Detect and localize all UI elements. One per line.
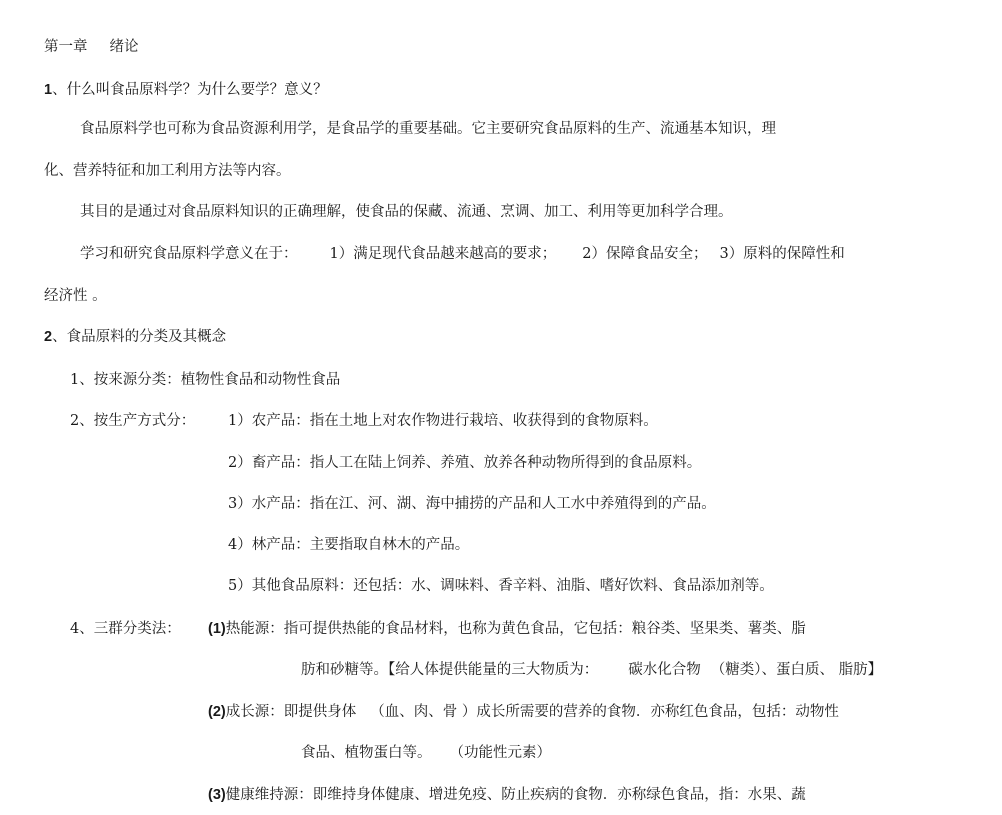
question-2-heading bbox=[44, 327, 226, 347]
three-group-classification-lead: 4、三群分类法： bbox=[70, 621, 181, 637]
chapter-heading bbox=[44, 37, 139, 57]
question-1-heading bbox=[44, 80, 328, 100]
production-item-text: 农产品：指在土地上对农作物进行栽培、收获得到的食物原料。 bbox=[251, 413, 658, 429]
production-item-number: 4） bbox=[228, 537, 252, 553]
classification-by-source: 1、按来源分类：植物性食品和动物性食品 bbox=[70, 372, 341, 388]
q1-paragraph-3-line-1 bbox=[80, 244, 845, 264]
production-item-text: 水产品：指在江、河、湖、海中捕捞的产品和人工水中养殖得到的产品。 bbox=[251, 496, 716, 512]
q1-item-2-number: 2） bbox=[582, 246, 606, 262]
production-item-number: 2） bbox=[228, 455, 252, 471]
health-source-number: (3) bbox=[208, 787, 226, 803]
q1-paragraph-1-line-2: 化、营养特征和加工利用方法等内容。 bbox=[44, 163, 291, 179]
energy-source-number: (1) bbox=[208, 621, 226, 637]
energy-source-text: 热能源：指可提供热能的食品材料，也称为黄色食品，它包括：粮谷类、坚果类、薯类、脂 bbox=[225, 621, 806, 637]
q1-significance-lead: 学习和研究食品原料学意义在于： bbox=[80, 246, 298, 262]
question-2-number: 2 bbox=[44, 329, 53, 345]
macronutrients-label: （糖类）、蛋白质、 脂肪】 bbox=[710, 662, 883, 678]
q1-item-1-number: 1） bbox=[329, 246, 354, 262]
q1-item-3: 原料的保障性和 bbox=[743, 246, 845, 262]
functional-element-note: （功能性元素） bbox=[449, 745, 551, 761]
chapter-number: 第一章 bbox=[44, 39, 88, 55]
production-item-5 bbox=[228, 576, 774, 596]
question-1-number: 1 bbox=[44, 82, 53, 98]
q1-item-2: 保障食品安全； bbox=[605, 246, 708, 262]
production-item-4 bbox=[228, 535, 469, 555]
production-item-1 bbox=[228, 411, 658, 431]
growth-source-number: (2) bbox=[208, 704, 226, 720]
carbohydrate-label: 碳水化合物 bbox=[628, 662, 701, 678]
energy-source-line-1 bbox=[208, 619, 806, 639]
q1-item-3-number: 3） bbox=[719, 246, 744, 262]
q1-paragraph-2: 其目的是通过对食品原料知识的正确理解，使食品的保藏、流通、烹调、加工、利用等更加科学合理。 bbox=[80, 204, 733, 220]
energy-source-line-2 bbox=[301, 660, 882, 680]
production-item-2 bbox=[228, 453, 701, 473]
production-item-number: 3） bbox=[228, 496, 252, 512]
question-2-title: 、食品原料的分类及其概念 bbox=[52, 329, 227, 345]
production-item-text: 其他食品原料：还包括：水、调味料、香辛料、油脂、嗜好饮料、食品添加剂等。 bbox=[251, 578, 774, 594]
classification-by-production-lead: 2、按生产方式分： bbox=[70, 413, 196, 429]
production-item-number: 5） bbox=[228, 578, 252, 594]
health-source-text: 健康维持源：即维持身体健康、增进免疫、防止疾病的食物．亦称绿色食品，指：水果、蔬 bbox=[225, 787, 806, 803]
q1-paragraph-1-line-1: 食品原料学也可称为食品资源利用学，是食品学的重要基础。它主要研究食品原料的生产、流通基本知识，理 bbox=[80, 121, 776, 137]
chapter-title: 绪论 bbox=[109, 39, 139, 55]
growth-source-line-2 bbox=[301, 743, 551, 763]
growth-source-line-1 bbox=[208, 702, 839, 722]
production-item-text: 林产品：主要指取自林木的产品。 bbox=[251, 537, 470, 553]
health-source-line-1 bbox=[208, 785, 806, 805]
energy-source-note: 肪和砂糖等。【给人体提供能量的三大物质为： bbox=[301, 662, 599, 678]
production-item-3 bbox=[228, 494, 716, 514]
q1-paragraph-3-line-2: 经济性 。 bbox=[44, 288, 107, 304]
q1-item-1: 满足现代食品越来越高的要求； bbox=[353, 246, 557, 262]
growth-source-detail: （血、肉、骨 ）成长所需要的营养的食物．亦称红色食品，包括：动物性 bbox=[370, 704, 839, 720]
growth-source-examples: 食品、植物蛋白等。 bbox=[301, 745, 432, 761]
question-1-title: 、什么叫食品原料学？为什么要学？意义？ bbox=[52, 82, 328, 98]
growth-source-text: 成长源：即提供身体 bbox=[225, 704, 357, 720]
production-item-number: 1） bbox=[228, 413, 252, 429]
production-item-text: 畜产品：指人工在陆上饲养、养殖、放养各种动物所得到的食品原料。 bbox=[251, 455, 702, 471]
